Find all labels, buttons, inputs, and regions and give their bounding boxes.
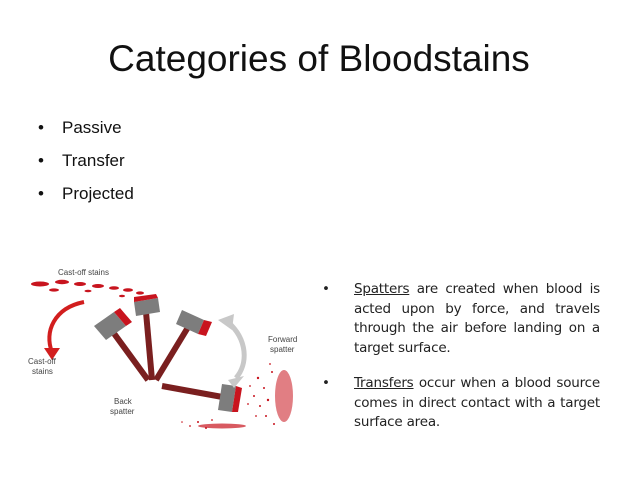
bullet-icon: • bbox=[322, 375, 330, 391]
definition-spatters bbox=[318, 280, 600, 358]
definition-list bbox=[318, 280, 600, 449]
hammer-icon bbox=[156, 310, 212, 380]
label-back-spatter-2: spatter bbox=[110, 407, 135, 416]
bullet-icon: • bbox=[38, 151, 44, 170]
label-cast-off-left-1: Cast-off bbox=[28, 357, 56, 366]
definition-text: are created when blood is acted upon by force, and travels through the air before landing on a target surface. bbox=[354, 281, 600, 356]
gray-arrow-icon bbox=[218, 314, 244, 388]
list-item bbox=[38, 151, 134, 171]
list-item bbox=[38, 184, 134, 204]
forward-spatter-drops bbox=[247, 363, 293, 425]
category-list bbox=[38, 118, 134, 217]
label-cast-off-left-2: stains bbox=[32, 367, 53, 376]
category-passive: Passive bbox=[62, 118, 122, 137]
hammer-icon bbox=[94, 308, 148, 380]
definition-text: occur when a blood source comes in direct contact with a target surface area. bbox=[354, 375, 600, 430]
label-cast-off-stains-top: Cast-off stains bbox=[58, 268, 109, 277]
label-forward-spatter-1: Forward bbox=[268, 335, 298, 344]
cast-off-stains-top bbox=[31, 280, 144, 297]
term-spatters: Spatters bbox=[354, 281, 410, 297]
list-item bbox=[38, 118, 134, 138]
red-arrow-icon bbox=[44, 302, 84, 360]
hammer-icon bbox=[162, 384, 242, 412]
back-spatter-drops bbox=[181, 419, 246, 429]
definition-transfers bbox=[318, 374, 600, 433]
label-back-spatter-1: Back bbox=[114, 397, 132, 406]
category-projected: Projected bbox=[62, 184, 134, 203]
bullet-icon: • bbox=[322, 281, 330, 297]
spatter-diagram bbox=[22, 260, 312, 440]
bullet-icon: • bbox=[38, 118, 44, 137]
term-transfers: Transfers bbox=[354, 375, 414, 391]
category-transfer: Transfer bbox=[62, 151, 125, 170]
bullet-icon: • bbox=[38, 184, 44, 203]
slide-title: Categories of Bloodstains bbox=[108, 38, 530, 79]
label-forward-spatter-2: spatter bbox=[270, 345, 295, 354]
